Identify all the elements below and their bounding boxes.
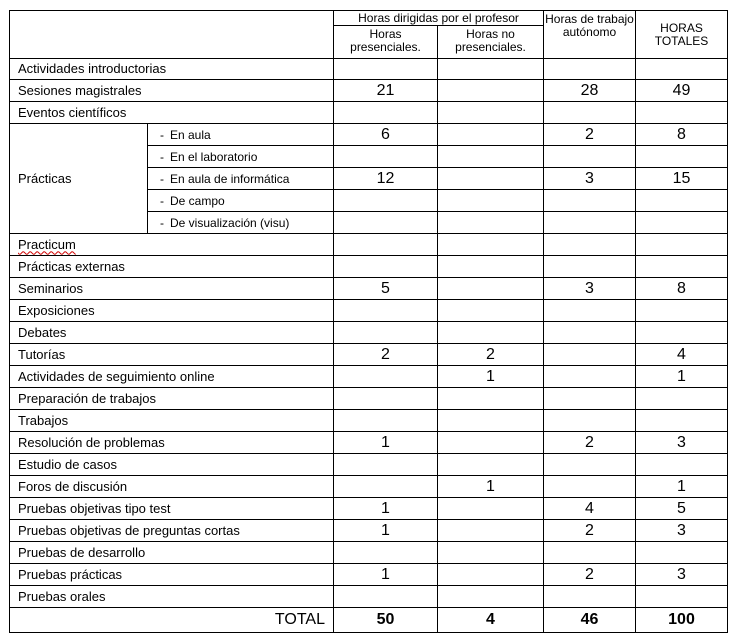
hours-cell-t [636, 256, 728, 278]
table-row [10, 498, 728, 520]
header-autonomo-cell: Horas de trabajo autónomo [544, 11, 636, 59]
hours-cell-a [544, 256, 636, 278]
hours-cell-t [636, 388, 728, 410]
header-totales-text: HORAS TOTALES [654, 20, 709, 48]
hours-cell-np [438, 190, 544, 212]
header-row-top [10, 11, 728, 26]
hours-cell-p [334, 300, 438, 322]
hours-cell-p [334, 59, 438, 80]
hours-cell-np [438, 542, 544, 564]
activity-label: Foros de discusión [10, 476, 334, 498]
hours-cell-t [636, 190, 728, 212]
total-cell-np: 4 [438, 608, 544, 633]
activity-label: Exposiciones [10, 300, 334, 322]
activity-label: Pruebas de desarrollo [10, 542, 334, 564]
hours-cell-a: 2 [544, 124, 636, 146]
table-row [10, 586, 728, 608]
hours-cell-a [544, 190, 636, 212]
hours-cell-p: 5 [334, 278, 438, 300]
hours-cell-p: 21 [334, 80, 438, 102]
hours-cell-p [334, 322, 438, 344]
table-row [10, 102, 728, 124]
practicas-subitem-label: En el laboratorio [170, 149, 258, 164]
hours-cell-p: 1 [334, 432, 438, 454]
hours-cell-p [334, 366, 438, 388]
table-row [10, 344, 728, 366]
total-cell-t: 100 [636, 608, 728, 633]
hours-cell-p [334, 146, 438, 168]
dash-bullet: - [160, 127, 164, 142]
table-row [10, 366, 728, 388]
hours-cell-np [438, 454, 544, 476]
hours-cell-p: 1 [334, 498, 438, 520]
table-row [10, 410, 728, 432]
practicas-subitem [148, 168, 334, 190]
hours-cell-t: 3 [636, 564, 728, 586]
hours-cell-a [544, 102, 636, 124]
hours-cell-p [334, 388, 438, 410]
hours-cell-np [438, 102, 544, 124]
activity-label: Actividades introductorias [10, 59, 334, 80]
hours-cell-np [438, 234, 544, 256]
hours-cell-np [438, 498, 544, 520]
hours-cell-np [438, 564, 544, 586]
hours-cell-t [636, 410, 728, 432]
hours-cell-np [438, 322, 544, 344]
hours-cell-t [636, 146, 728, 168]
hours-cell-p [334, 586, 438, 608]
hours-cell-t [636, 59, 728, 80]
hours-cell-a [544, 234, 636, 256]
hours-cell-a: 3 [544, 278, 636, 300]
practicas-subitem-label: De campo [170, 193, 225, 208]
hours-cell-p: 6 [334, 124, 438, 146]
hours-cell-a [544, 59, 636, 80]
hours-cell-np [438, 124, 544, 146]
hours-cell-t [636, 212, 728, 234]
header-no-presenciales-text: Horas no presenciales. [455, 27, 526, 54]
hours-cell-t [636, 300, 728, 322]
hours-cell-t [636, 542, 728, 564]
hours-cell-a [544, 212, 636, 234]
header-totales-cell [636, 11, 728, 59]
hours-cell-p [334, 542, 438, 564]
activity-label: Estudio de casos [10, 454, 334, 476]
table-row [10, 542, 728, 564]
activity-label: Pruebas orales [10, 586, 334, 608]
total-cell-a: 46 [544, 608, 636, 633]
hours-cell-t [636, 234, 728, 256]
header-presenciales-cell [334, 26, 438, 59]
hours-cell-p [334, 190, 438, 212]
total-cell-p: 50 [334, 608, 438, 633]
hours-cell-np: 1 [438, 476, 544, 498]
hours-cell-t: 3 [636, 432, 728, 454]
hours-cell-p: 12 [334, 168, 438, 190]
practicas-label: Prácticas [10, 124, 148, 234]
header-group-cell: Horas dirigidas por el profesor [334, 11, 544, 26]
hours-cell-p [334, 476, 438, 498]
hours-cell-np: 2 [438, 344, 544, 366]
activity-label: Actividades de seguimiento online [10, 366, 334, 388]
hours-cell-t: 49 [636, 80, 728, 102]
hours-cell-a [544, 476, 636, 498]
hours-cell-np [438, 278, 544, 300]
dash-bullet: - [160, 171, 164, 186]
activity-label: Pruebas prácticas [10, 564, 334, 586]
activity-label: Trabajos [10, 410, 334, 432]
hours-cell-a: 4 [544, 498, 636, 520]
activity-label: Preparación de trabajos [10, 388, 334, 410]
table-row [10, 300, 728, 322]
table-row [10, 256, 728, 278]
hours-cell-t [636, 454, 728, 476]
hours-cell-p [334, 212, 438, 234]
hours-table-body [10, 11, 728, 633]
table-row [10, 59, 728, 80]
hours-cell-a: 2 [544, 432, 636, 454]
hours-cell-np [438, 520, 544, 542]
table-row [10, 564, 728, 586]
practicas-row [10, 124, 728, 146]
hours-cell-np: 1 [438, 366, 544, 388]
hours-cell-t: 4 [636, 344, 728, 366]
activity-label: Seminarios [10, 278, 334, 300]
hours-cell-t [636, 102, 728, 124]
table-row [10, 454, 728, 476]
table-row [10, 432, 728, 454]
activity-label: Tutorías [10, 344, 334, 366]
activity-label: Pruebas objetivas tipo test [10, 498, 334, 520]
hours-cell-a: 2 [544, 564, 636, 586]
activity-label: Pruebas objetivas de preguntas cortas [10, 520, 334, 542]
header-no-presenciales-cell [438, 26, 544, 59]
hours-cell-t: 5 [636, 498, 728, 520]
hours-cell-a [544, 322, 636, 344]
hours-cell-t: 8 [636, 124, 728, 146]
table-row [10, 476, 728, 498]
hours-cell-np [438, 388, 544, 410]
hours-cell-np [438, 300, 544, 322]
hours-cell-p [334, 410, 438, 432]
activity-label: Practicum [10, 234, 334, 256]
hours-cell-a [544, 366, 636, 388]
dash-bullet: - [160, 149, 164, 164]
dash-bullet: - [160, 215, 164, 230]
hours-cell-t: 8 [636, 278, 728, 300]
dash-bullet: - [160, 193, 164, 208]
hours-cell-t: 3 [636, 520, 728, 542]
table-row [10, 388, 728, 410]
table-row [10, 520, 728, 542]
hours-cell-np [438, 586, 544, 608]
practicas-subitem-label: En aula [170, 127, 211, 142]
activity-label: Prácticas externas [10, 256, 334, 278]
hours-cell-a [544, 344, 636, 366]
hours-cell-t [636, 322, 728, 344]
hours-cell-np [438, 212, 544, 234]
hours-cell-a: 2 [544, 520, 636, 542]
hours-cell-a [544, 454, 636, 476]
practicas-subitem-label: De visualización (visu) [170, 215, 290, 230]
activity-label: Debates [10, 322, 334, 344]
hours-cell-t: 1 [636, 366, 728, 388]
practicas-subitem-label: En aula de informática [170, 171, 290, 186]
hours-cell-a [544, 410, 636, 432]
hours-cell-a [544, 542, 636, 564]
hours-cell-t: 15 [636, 168, 728, 190]
header-blank-cell [10, 11, 334, 59]
table-row [10, 80, 728, 102]
hours-cell-np [438, 256, 544, 278]
hours-table [9, 10, 728, 633]
hours-cell-a: 3 [544, 168, 636, 190]
hours-cell-p: 1 [334, 564, 438, 586]
hours-cell-p [334, 454, 438, 476]
hours-cell-np [438, 168, 544, 190]
hours-cell-p [334, 102, 438, 124]
practicas-subitem [148, 124, 334, 146]
hours-cell-p [334, 256, 438, 278]
total-row [10, 608, 728, 633]
total-label: TOTAL [10, 608, 334, 633]
hours-cell-a [544, 300, 636, 322]
hours-cell-np [438, 146, 544, 168]
hours-cell-a [544, 146, 636, 168]
hours-cell-t: 1 [636, 476, 728, 498]
hours-cell-t [636, 586, 728, 608]
hours-cell-np [438, 410, 544, 432]
table-row [10, 234, 728, 256]
activity-label: Sesiones magistrales [10, 80, 334, 102]
practicas-subitem [148, 190, 334, 212]
practicas-subitem [148, 146, 334, 168]
hours-cell-p: 1 [334, 520, 438, 542]
table-row [10, 278, 728, 300]
table-row [10, 322, 728, 344]
activity-label: Eventos científicos [10, 102, 334, 124]
hours-cell-p: 2 [334, 344, 438, 366]
header-presenciales-text: Horas presenciales. [350, 27, 421, 54]
hours-cell-p [334, 234, 438, 256]
hours-cell-np [438, 432, 544, 454]
hours-cell-a [544, 388, 636, 410]
hours-cell-np [438, 59, 544, 80]
activity-label: Resolución de problemas [10, 432, 334, 454]
hours-cell-a [544, 586, 636, 608]
hours-cell-a: 28 [544, 80, 636, 102]
hours-cell-np [438, 80, 544, 102]
practicas-subitem [148, 212, 334, 234]
